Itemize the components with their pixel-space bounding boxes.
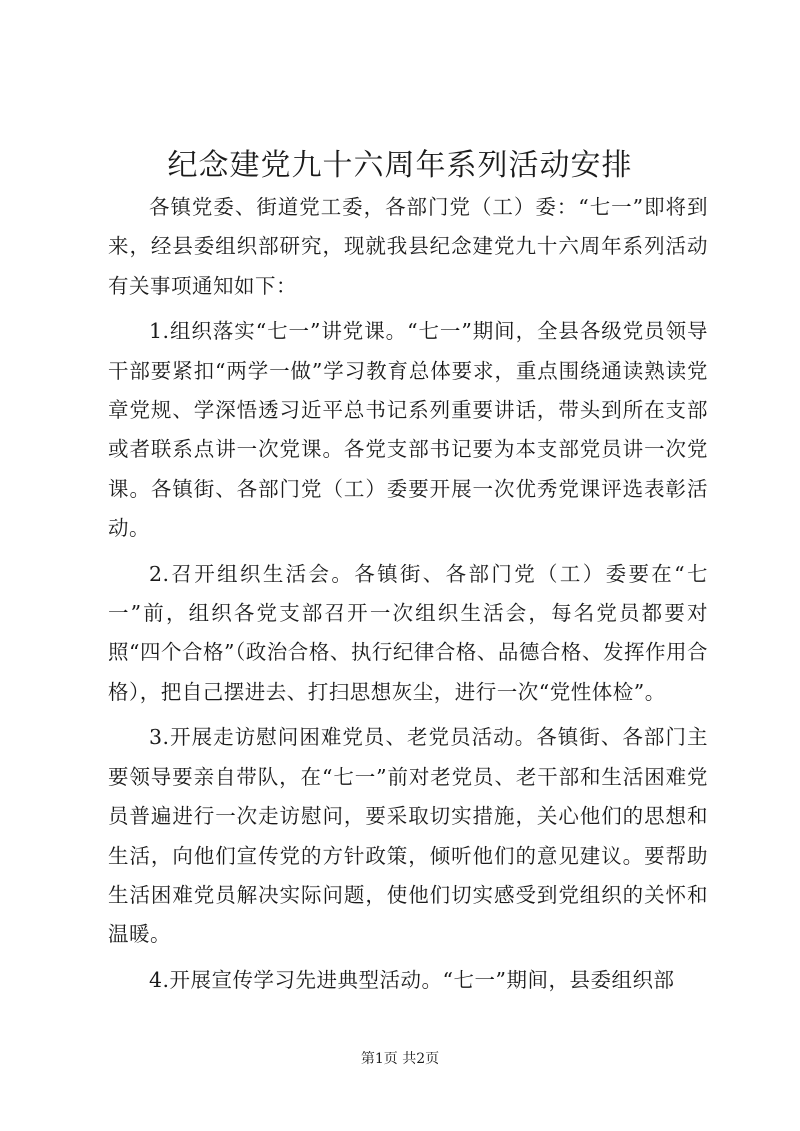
page-footer: 第1页 共2页 bbox=[360, 1051, 440, 1067]
paragraph-item-2: 2.召开组织生活会。各镇街、各部门党（工）委要在“七一”前，组织各党支部召开一次组织生活会，每名党员都要对照“四个合格”（政治合格、执行纪律合格、品德合格、发挥作用合格），把自己摆进去、打扫思想灰尘，进行一次“党性体检”。 bbox=[108, 561, 708, 704]
paragraph-intro: 各镇党委、街道党工委，各部门党（工）委：“七一”即将到来，经县委组织部研究，现就我县纪念建党九十六周年系列活动有关事项通知如下： bbox=[108, 195, 708, 298]
paragraph-item-1: 1.组织落实“七一”讲党课。“七一”期间，全县各级党员领导干部要紧扣“两学一做”学习教育总体要求，重点围绕通读熟读党章党规、学深悟透习近平总书记系列重要讲话，带头到所在支部或者联系点讲一次党课。各党支部书记要为本支部党员讲一次党课。各镇街、各部门党（工）委要开展一次优秀党课评选表彰活动。 bbox=[108, 319, 708, 541]
document-body bbox=[108, 188, 708, 1006]
document-title: 纪念建党九十六周年系列活动安排 bbox=[167, 148, 633, 183]
paragraph-item-3: 3.开展走访慰问困难党员、老党员活动。各镇街、各部门主要领导要亲自带队，在“七一”前对老党员、老干部和生活困难党员普遍进行一次走访慰问，要采取切实措施，关心他们的思想和生活，向他们宣传党的方针政策，倾听他们的意见建议。要帮助生活困难党员解决实际问题，使他们切实感受到党组织的关怀和温暖。 bbox=[108, 725, 708, 947]
paragraph-item-4: 4.开展宣传学习先进典型活动。“七一”期间，县委组织部 bbox=[149, 967, 675, 992]
